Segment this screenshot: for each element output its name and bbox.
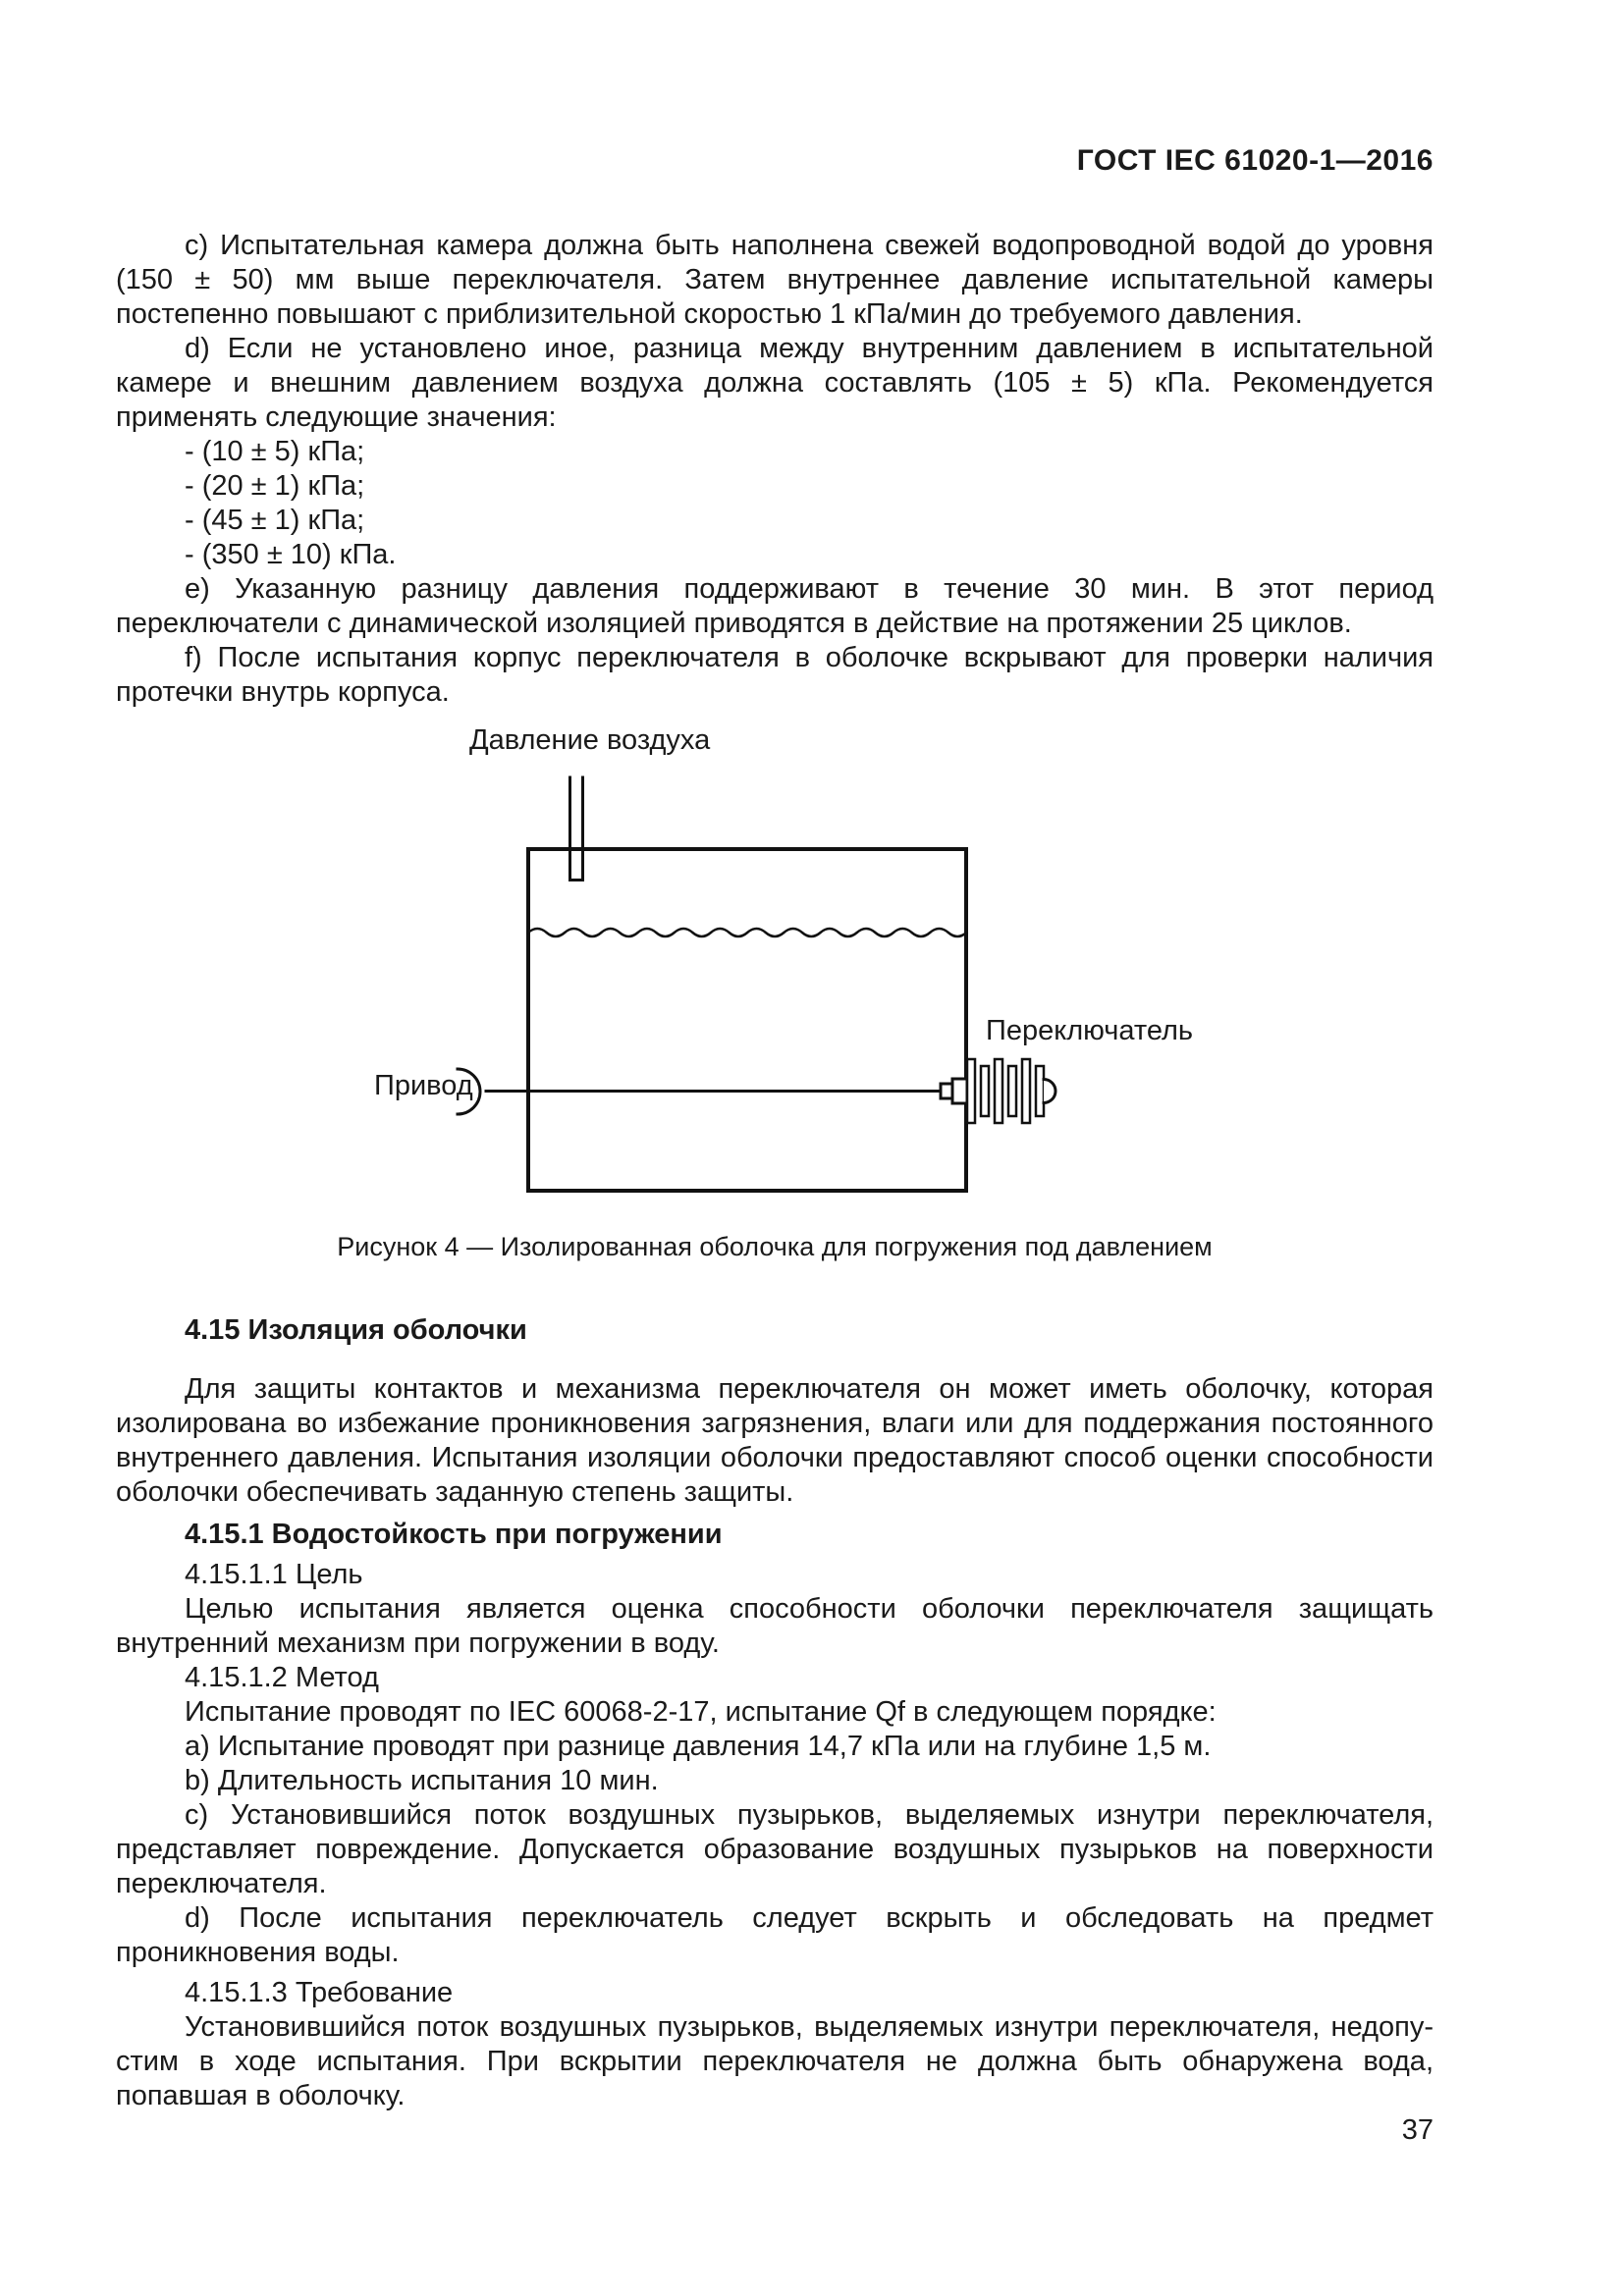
paragraph-4-15-1-3: Установившийся поток воздушных пузырьков, выделяемых изнутри переключателя, недопустим в ходе испытания. При вскрытии переключателя не должна быть обнаружена вода, попавшая в оболочку. [116,2011,1434,2111]
paragraph-item-f: f) После испытания корпус переключателя в оболочке вскрывают для проверки наличия протечки внутрь корпуса. [116,642,1434,708]
test-chamber-outline [528,849,966,1191]
paragraph-4-15: Для защиты контактов и механизма переключателя он может иметь оболочку, которая изолирована во избежание проникновения загрязнения, влаги или для поддержания постоянного внутреннего давления. Испытания изоляции оболочки предоставляют способ оценки способности оболочки обеспечивать заданную степень защиты. [116,1373,1434,1508]
page-content [116,143,1434,2148]
paragraph-4-15-1-2-a: a) Испытание проводят при разнице давления 14,7 кПа или на глубине 1,5 м. [185,1731,1212,1762]
switch-label: Переключатель [986,1015,1194,1046]
page-number: 37 [1401,2114,1434,2146]
rod-connector-large [952,1079,967,1103]
switch-end-cap [1044,1080,1056,1103]
figure-4 [116,710,1434,1313]
drive-label: Привод [374,1070,473,1101]
heading-4-15-1-2: 4.15.1.2 Метод [185,1662,379,1693]
paragraph-item-e: e) Указанную разницу давления поддерживают в течение 30 мин. В этот период переключатели с динамической изоляцией приводятся в действие на протяжении 25 циклов. [116,573,1434,639]
figure-caption: Рисунок 4 — Изолированная оболочка для погружения под давлением [337,1232,1213,1261]
pressure-value-3: - (45 ± 1) кПа; [185,505,365,536]
heading-4-15-1-1: 4.15.1.1 Цель [185,1559,363,1590]
pressure-value-2: - (20 ± 1) кПа; [185,470,365,502]
pressure-value-4: - (350 ± 10) кПа. [185,539,397,570]
rod-connector-small [941,1084,952,1098]
document-header: ГОСТ IEC 61020-1—2016 [1076,144,1434,177]
water-level-line [528,929,966,936]
figure-4-drawing [116,710,1434,1313]
paragraph-4-15-1-1: Целью испытания является оценка способности оболочки переключателя защищать внутренний механизм при погружении в воду. [116,1593,1434,1659]
heading-4-15: 4.15 Изоляция оболочки [185,1314,527,1346]
air-pressure-label: Давление воздуха [469,724,711,756]
air-inlet-pipe [570,777,583,881]
paragraph-item-d: d) Если не установлено иное, разница между внутренним давлением в испытательной камере и внешним давлением воздуха должна составлять (105 ± 5) кПа. Рекомендуется применять следующие значения: [116,333,1434,433]
paragraph-item-c: c) Испытательная камера должна быть наполнена свежей водопроводной водой до уровня (150 ± 50) мм выше переключателя. Затем внутреннее давление испытательной камеры постепенно повышают с приблизительной скоростью 1 кПа/мин до требуемого давления. [116,230,1434,330]
paragraph-4-15-1-2-b: b) Длительность испытания 10 мин. [185,1765,659,1796]
paragraph-4-15-1-2-c: c) Установившийся поток воздушных пузырьков, выделяемых изнутри переключателя, представляет повреждение. Допускается образование воздушных пузырьков на поверхности переключателя. [116,1799,1434,1899]
heading-4-15-1-3: 4.15.1.3 Требование [185,1977,454,2008]
pressure-value-1: - (10 ± 5) кПа; [185,436,365,467]
heading-4-15-1: 4.15.1 Водостойкость при погружении [185,1519,723,1550]
switch-bellows [967,1059,1056,1123]
paragraph-4-15-1-2-intro: Испытание проводят по IEC 60068-2-17, испытание Qf в следующем порядке: [185,1696,1217,1728]
paragraph-4-15-1-2-d: d) После испытания переключатель следует вскрыть и обследовать на предмет проникновения воды. [116,1902,1434,1968]
